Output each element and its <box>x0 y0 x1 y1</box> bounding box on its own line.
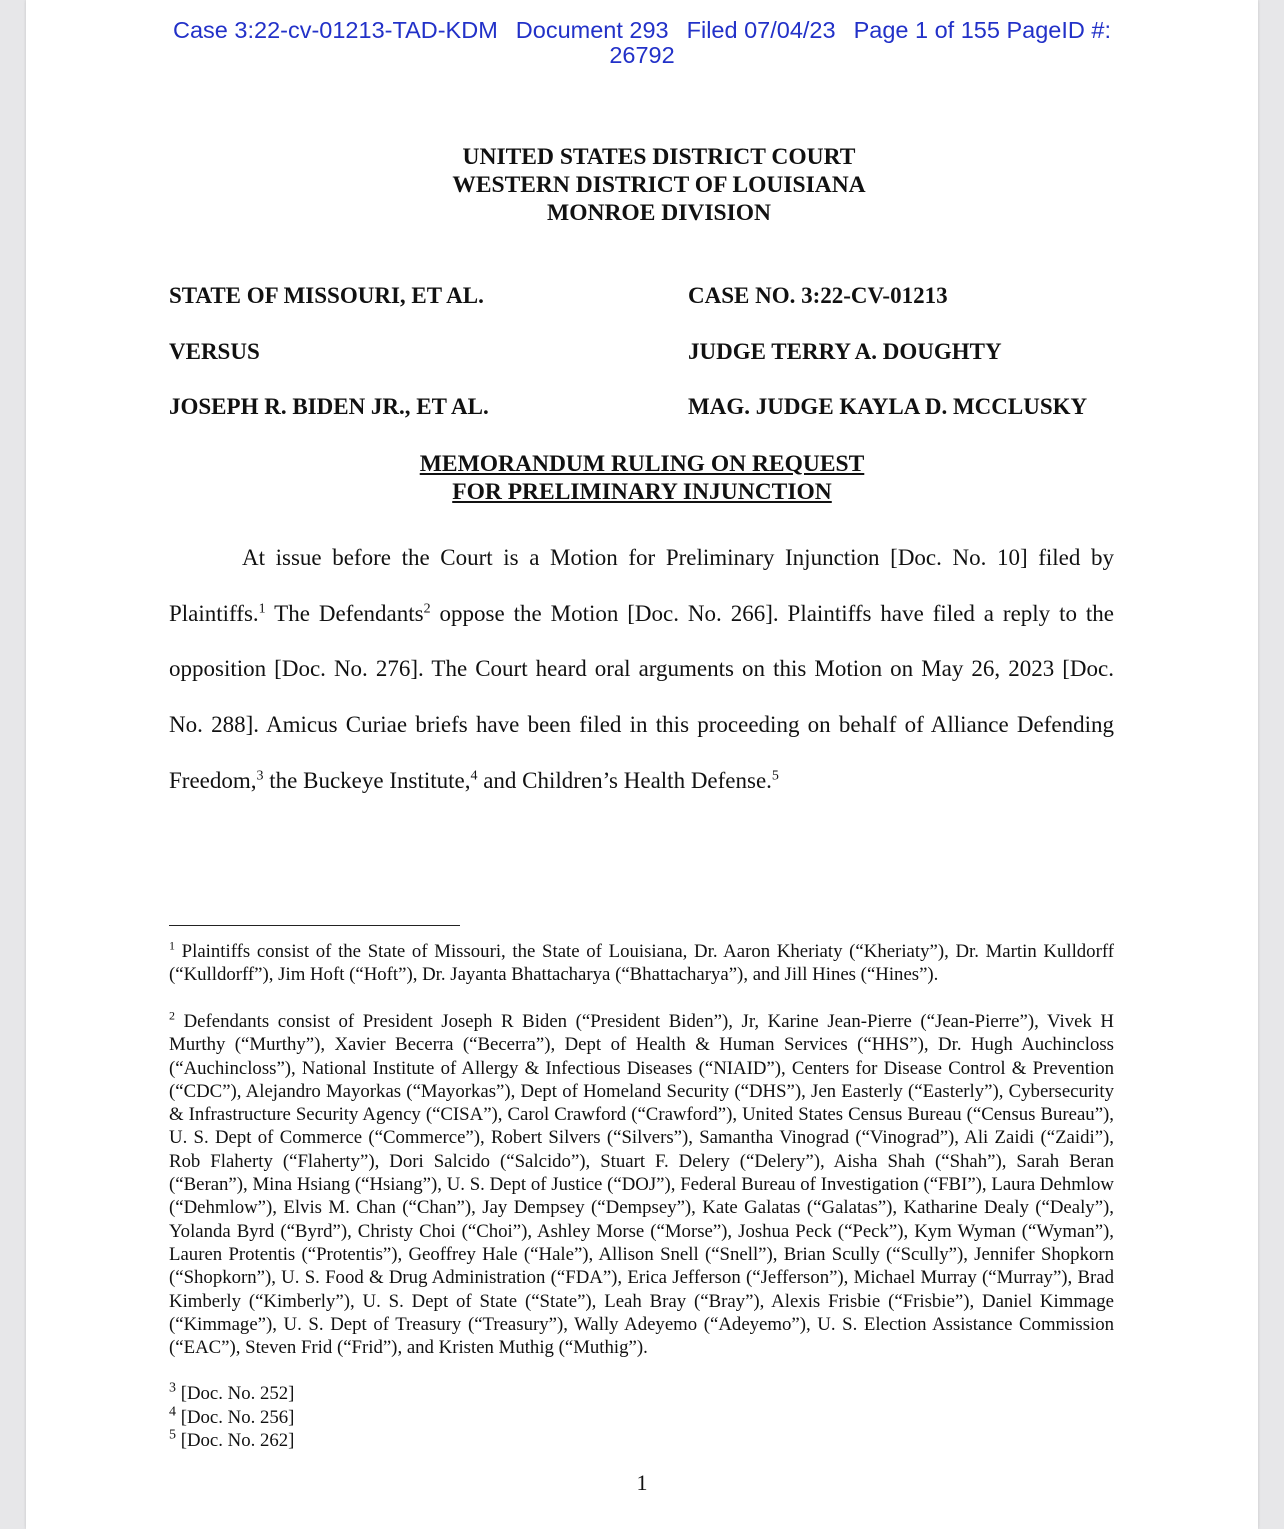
footnote-3-mark: 3 <box>169 1380 176 1396</box>
footnote-1-text: Plaintiffs consist of the State of Missouri, the State of Louisiana, Dr. Aaron Kheriaty (“Kheriaty”), Dr. Martin Kulldorff (“Kulldorff”), Jim Hoft (“Hoft”), Dr. Jayanta Bhattacharya (“Bhattacharya”), and Jill Hines (“Hines”). <box>169 941 1114 986</box>
footnote-1-mark: 1 <box>169 938 175 953</box>
paragraph-text-1: At issue before the Court is a Motion for Preliminary Injunction [Doc. No. 10] filed by Plaintiffs. <box>169 545 1114 626</box>
page-of-stamp: Page 1 of 155 <box>853 17 1000 43</box>
footnote-ref-1: 1 <box>258 601 266 617</box>
title-line-2: FOR PRELIMINARY INJUNCTION <box>452 479 832 505</box>
footnote-2-text: Defendants consist of President Joseph R Biden (“President Biden”), Jr, Karine Jean-Pierre (“Jean-Pierre”), Vivek H Murthy (“Murthy”), Xavier Becerra (“Becerra”), Dept of Health & Human Services (“HHS”), Dr. Hugh Auchincloss (“Auchincloss”), National Institute of Allergy & Infectious Diseases (“NIAID”), Centers for Disease Control & Prevention (“CDC”), Alejandro Mayorkas (“Mayorkas”), Dept of Homeland Security (“DHS”), Jen Easterly (“Easterly”), Cybersecurity & Infrastructure Security Agency (“CISA”), Carol Crawford (“Crawford”), United States Census Bureau (“Census Bureau”), U. S. Dept of Commerce (“Commerce”), Robert Silvers (“Silvers”), Samantha Vinograd (“Vinograd”), Ali Zaidi (“Zaidi”), Rob Flaherty (“Flaherty”), Dori Salcido (“Salcido”), Stuart F. Delery (“Delery”), Aisha Shah (“Shah”), Sarah Beran (“Beran”), Mina Hsiang (“Hsiang”), U. S. Dept of Justice (“DOJ”), Federal Bureau of Investigation (“FBI”), Laura Dehmlow (“Dehmlow”), Elvis M. Chan (“Chan”), Jay Dempsey (“Dempsey”), Kate Galatas (“Galatas”), Katharine Dealy (“Dealy”), Yolanda Byrd (“Byrd”), Christy Choi (“Choi”), Ashley Morse (“Morse”), Joshua Peck (“Peck”), Kym Wyman (“Wyman”), Lauren Protentis (“Protentis”), Geoffrey Hale (“Hale”), Allison Snell (“Snell”), Brian Scully (“Scully”), Jennifer Shopkorn (“Shopkorn”), U. S. Food & Drug Administration (“FDA”), Erica Jefferson (“Jefferson”), Michael Murray (“Murray”), Brad Kimberly (“Kimberly”), U. S. Dept of State (“State”), Leah Bray (“Bray”), Alexis Frisbie (“Frisbie”), Daniel Kimmage (“Kimmage”), U. S. Dept of Treasury (“Treasury”), Wally Adeyemo (“Adeyemo”), U. S. Election Assistance Commission (“EAC”), Steven Frid (“Frid”), and Kristen Muthig (“Muthig”). <box>169 1011 1114 1359</box>
filed-date-stamp: Filed 07/04/23 <box>686 17 836 43</box>
footnote-2-mark: 2 <box>169 1008 175 1023</box>
footnote-4-mark: 4 <box>169 1404 176 1420</box>
footnote-ref-4: 4 <box>470 768 478 784</box>
page-count-stamp <box>854 17 1111 43</box>
document-title <box>0 450 1284 506</box>
footnote-3 <box>169 1382 294 1405</box>
footnote-4-text: [Doc. No. 256] <box>176 1407 295 1428</box>
court-name: UNITED STATES DISTRICT COURT <box>462 144 856 170</box>
filing-header-stamp <box>0 18 1284 68</box>
versus-caption: VERSUS <box>169 339 260 364</box>
footnote-divider <box>169 925 460 926</box>
document-number-stamp: Document 293 <box>515 17 669 43</box>
district-name: WESTERN DISTRICT OF LOUISIANA <box>452 172 866 198</box>
court-heading <box>0 143 1284 227</box>
paragraph-text-2: The Defendants <box>265 600 424 626</box>
judge-caption: JUDGE TERRY A. DOUGHTY <box>688 339 1002 364</box>
opening-paragraph <box>169 530 1114 809</box>
footnote-1 <box>169 940 1114 987</box>
defendant-caption: JOSEPH R. BIDEN JR., ET AL. <box>169 394 489 419</box>
case-number-caption: CASE NO. 3:22-CV-01213 <box>688 283 948 308</box>
magistrate-judge-caption: MAG. JUDGE KAYLA D. MCCLUSKY <box>688 394 1088 419</box>
plaintiff-caption: STATE OF MISSOURI, ET AL. <box>169 283 484 308</box>
title-line-1: MEMORANDUM RULING ON REQUEST <box>419 451 865 477</box>
case-number-stamp: Case 3:22-cv-01213-TAD-KDM <box>173 17 498 43</box>
division-name: MONROE DIVISION <box>547 200 771 226</box>
pageid-label: PageID #: <box>1006 17 1111 43</box>
pageid-value: 26792 <box>609 42 675 68</box>
paragraph-text-5: and Children’s Health Defense. <box>477 767 772 793</box>
footnote-3-text: [Doc. No. 252] <box>176 1383 295 1404</box>
footnote-5-text: [Doc. No. 262] <box>176 1430 295 1451</box>
footnote-ref-2: 2 <box>423 601 431 617</box>
footnote-4 <box>169 1406 294 1429</box>
page-number: 1 <box>636 1470 648 1495</box>
footnote-5-mark: 5 <box>169 1427 176 1443</box>
footnote-2 <box>169 1010 1114 1359</box>
footnote-ref-3: 3 <box>256 768 264 784</box>
footnote-ref-5: 5 <box>771 768 779 784</box>
footnote-5 <box>169 1429 294 1452</box>
paragraph-text-4: the Buckeye Institute, <box>263 767 471 793</box>
paragraph-text-3: oppose the Motion [Doc. No. 266]. Plaintiffs have filed a reply to the opposition [Doc. No. 276]. The Court heard oral arguments on this Motion on May 26, 2023 [Doc. No. 288]. Amicus Curiae briefs have been filed in this proceeding on behalf of Alliance Defending Freedom, <box>169 600 1114 793</box>
